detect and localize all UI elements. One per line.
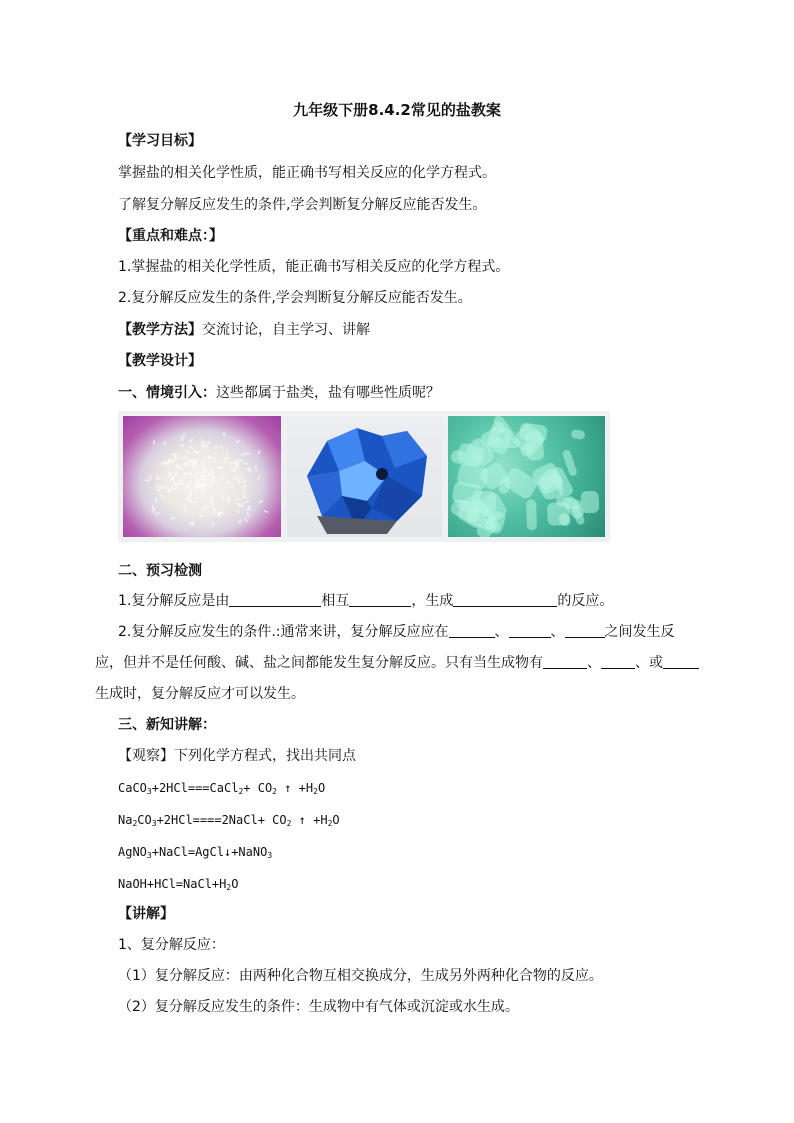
equation-2: $Na_2CO_3+2HCl====2NaCl+ CO_2$ ↑ $+H_2O$: [118, 813, 340, 828]
salt-grain: [212, 478, 214, 483]
salt-grain: [167, 489, 171, 494]
salt-grain: [188, 471, 193, 475]
q1-part-b: 相互: [321, 593, 350, 609]
salt-grain: [160, 494, 164, 499]
equation-1: CaCO$_3$+2HCl===CaCl$_2$+ $CO_2$ ↑ $+H_2O$: [118, 781, 326, 796]
q2-sep-3: 、: [587, 655, 601, 671]
salt-grain: [183, 509, 188, 514]
design-heading: 【教学设计】: [118, 353, 202, 369]
salt-grain: [179, 444, 184, 448]
q1-part-c: ，生成: [411, 593, 454, 609]
salt-grain: [177, 454, 180, 459]
salt-grain: [242, 463, 247, 465]
salt-grain: [174, 472, 179, 477]
salt-grain: [244, 485, 246, 490]
salt-grain: [194, 484, 199, 487]
intro-text: 这些都属于盐类，盐有哪些性质呢？: [216, 385, 440, 401]
salt-grain: [259, 499, 264, 504]
preview-heading: 二、预习检测: [118, 563, 202, 579]
salt-grain: [211, 507, 216, 512]
new-knowledge-heading: 三、新知讲解：: [118, 717, 216, 733]
q2-blank-5[interactable]: [601, 654, 635, 669]
salt-grain: [169, 477, 174, 479]
salt-grain: [184, 464, 189, 467]
salt-grain: [246, 512, 250, 517]
salt-grain: [163, 441, 167, 446]
salt-grain: [248, 469, 253, 472]
method-text: 交流讨论，自主学习、讲解: [202, 322, 370, 338]
question-2-line-2: [95, 653, 699, 673]
q2-blank-3[interactable]: [565, 623, 605, 638]
salt-grain: [235, 439, 240, 444]
white-salt-crystals-image: [123, 416, 281, 537]
salt-grain: [224, 456, 229, 459]
salt-grain: [246, 452, 251, 455]
objective-2: 了解复分解反应发生的条件,学会判断复分解反应能否发生。: [118, 197, 487, 213]
q2-blank-1[interactable]: [449, 623, 495, 638]
green-crystal-fragment: [571, 429, 586, 440]
salt-grain: [163, 477, 168, 482]
salt-grain: [236, 464, 239, 469]
salt-grain: [145, 479, 150, 482]
salt-grain: [220, 445, 224, 450]
salt-grain: [204, 505, 209, 509]
salt-grain: [207, 446, 209, 451]
method-line: [118, 320, 370, 340]
explain-point-1: 1、复分解反应：: [118, 937, 225, 953]
salt-grain: [230, 468, 235, 471]
salt-grain: [226, 451, 228, 456]
salt-grain: [153, 440, 156, 445]
green-crystal-fragment: [580, 491, 599, 514]
q1-blank-3[interactable]: [453, 592, 557, 607]
salt-grain: [170, 516, 175, 520]
q2-line2-text: 应，但并不是任何酸、碱、盐之间都能发生复分解反应。只有当生成物有: [95, 655, 543, 671]
method-heading: 【教学方法】: [118, 322, 202, 338]
q1-blank-1[interactable]: [229, 592, 321, 607]
q2-line1-text: 2.复分解反应发生的条件.:通常来讲，复分解反应应在: [118, 624, 449, 640]
explain-heading: 【讲解】: [118, 906, 174, 922]
q2-sep-2: 、: [550, 624, 565, 640]
salt-grain: [154, 512, 159, 515]
salt-grain: [254, 466, 257, 471]
q2-blank-4[interactable]: [543, 654, 587, 669]
observe-line: [118, 746, 356, 766]
salt-grain: [223, 432, 225, 437]
keypoint-1: 1.掌握盐的相关化学性质，能正确书写相关反应的化学方程式。: [118, 259, 510, 275]
salt-grain: [211, 522, 216, 527]
q2-blank-6[interactable]: [663, 654, 699, 669]
salt-grain: [188, 522, 193, 526]
salt-grain: [235, 478, 240, 483]
salt-photo-strip: [118, 411, 610, 542]
salt-grain: [213, 458, 217, 463]
salt-grain: [229, 485, 234, 489]
intro-heading: 一、情境引入：: [118, 385, 216, 401]
explain-condition: （2）复分解反应发生的条件：生成物中有气体或沉淀或水生成。: [118, 999, 519, 1015]
page-title: 九年级下册8.4.2常见的盐教案: [293, 101, 501, 119]
salt-grain: [245, 500, 250, 504]
q2-blank-2[interactable]: [509, 623, 551, 638]
salt-grain: [225, 481, 230, 485]
salt-grain: [194, 471, 199, 476]
salt-grain: [206, 472, 211, 477]
salt-grain: [207, 461, 210, 466]
observe-label: 【观察】: [118, 748, 174, 764]
salt-grain: [236, 498, 241, 501]
blue-copper-sulfate-crystal-image: [287, 416, 442, 537]
salt-grain: [222, 495, 225, 500]
salt-grain: [198, 514, 203, 518]
equation-4: $NaOH+HCl=NaCl+H_2O$: [118, 877, 239, 892]
salt-grain: [211, 494, 214, 499]
salt-grain: [183, 433, 186, 438]
salt-grain: [213, 446, 218, 449]
salt-grain: [263, 510, 268, 514]
salt-grain: [174, 453, 176, 458]
salt-grain: [155, 498, 157, 503]
objective-1: 掌握盐的相关化学性质，能正确书写相关反应的化学方程式。: [118, 165, 496, 181]
salt-grain: [188, 438, 193, 443]
q1-blank-2[interactable]: [349, 592, 411, 607]
salt-grain: [240, 453, 245, 456]
keypoint-2: 2.复分解反应发生的条件,学会判断复分解反应能否发生。: [118, 290, 472, 306]
salt-grain: [182, 472, 187, 476]
green-crystal-fragment: [539, 474, 563, 500]
salt-grain: [242, 480, 247, 484]
q2-line1-end: 之间发生反: [604, 624, 675, 640]
salt-grain: [244, 517, 248, 522]
keypoints-heading: 【重点和难点：】: [118, 228, 223, 244]
equation-3: AgNO$_3$+NaCl=AgCl↓+NaNO$_3$: [118, 845, 273, 860]
salt-grain: [182, 456, 187, 458]
green-crystals-image: [448, 416, 605, 537]
question-2-line-3: 生成时，复分解反应才可以发生。: [95, 686, 305, 702]
q2-or: 或: [649, 655, 663, 671]
question-2-line-1: [118, 622, 675, 642]
objectives-heading: 【学习目标】: [118, 133, 202, 149]
salt-grain: [257, 475, 262, 480]
salt-grain: [192, 466, 195, 471]
salt-grain: [257, 449, 261, 454]
salt-grain: [242, 496, 247, 499]
salt-grain: [239, 519, 242, 524]
green-crystal-fragment: [526, 499, 537, 530]
salt-grain: [220, 474, 224, 479]
salt-grain: [157, 476, 162, 481]
intro-line: [118, 383, 440, 403]
blue-crystal-drawing: [287, 416, 442, 537]
salt-grain: [186, 450, 191, 453]
question-1: [118, 591, 613, 611]
q1-part-d: 的反应。: [557, 593, 614, 609]
q2-sep-1: 、: [494, 624, 509, 640]
q2-sep-4: 、: [635, 655, 649, 671]
explain-definition: （1）复分解反应：由两种化合物互相交换成分，生成另外两种化合物的反应。: [118, 968, 603, 984]
salt-grain: [235, 509, 240, 514]
salt-grain: [202, 490, 205, 495]
salt-grain: [208, 483, 213, 486]
q1-part-a: 1.复分解反应是由: [118, 593, 230, 609]
salt-grain: [185, 504, 187, 509]
salt-grain: [160, 462, 165, 465]
observe-text: 下列化学方程式，找出共同点: [174, 748, 356, 764]
